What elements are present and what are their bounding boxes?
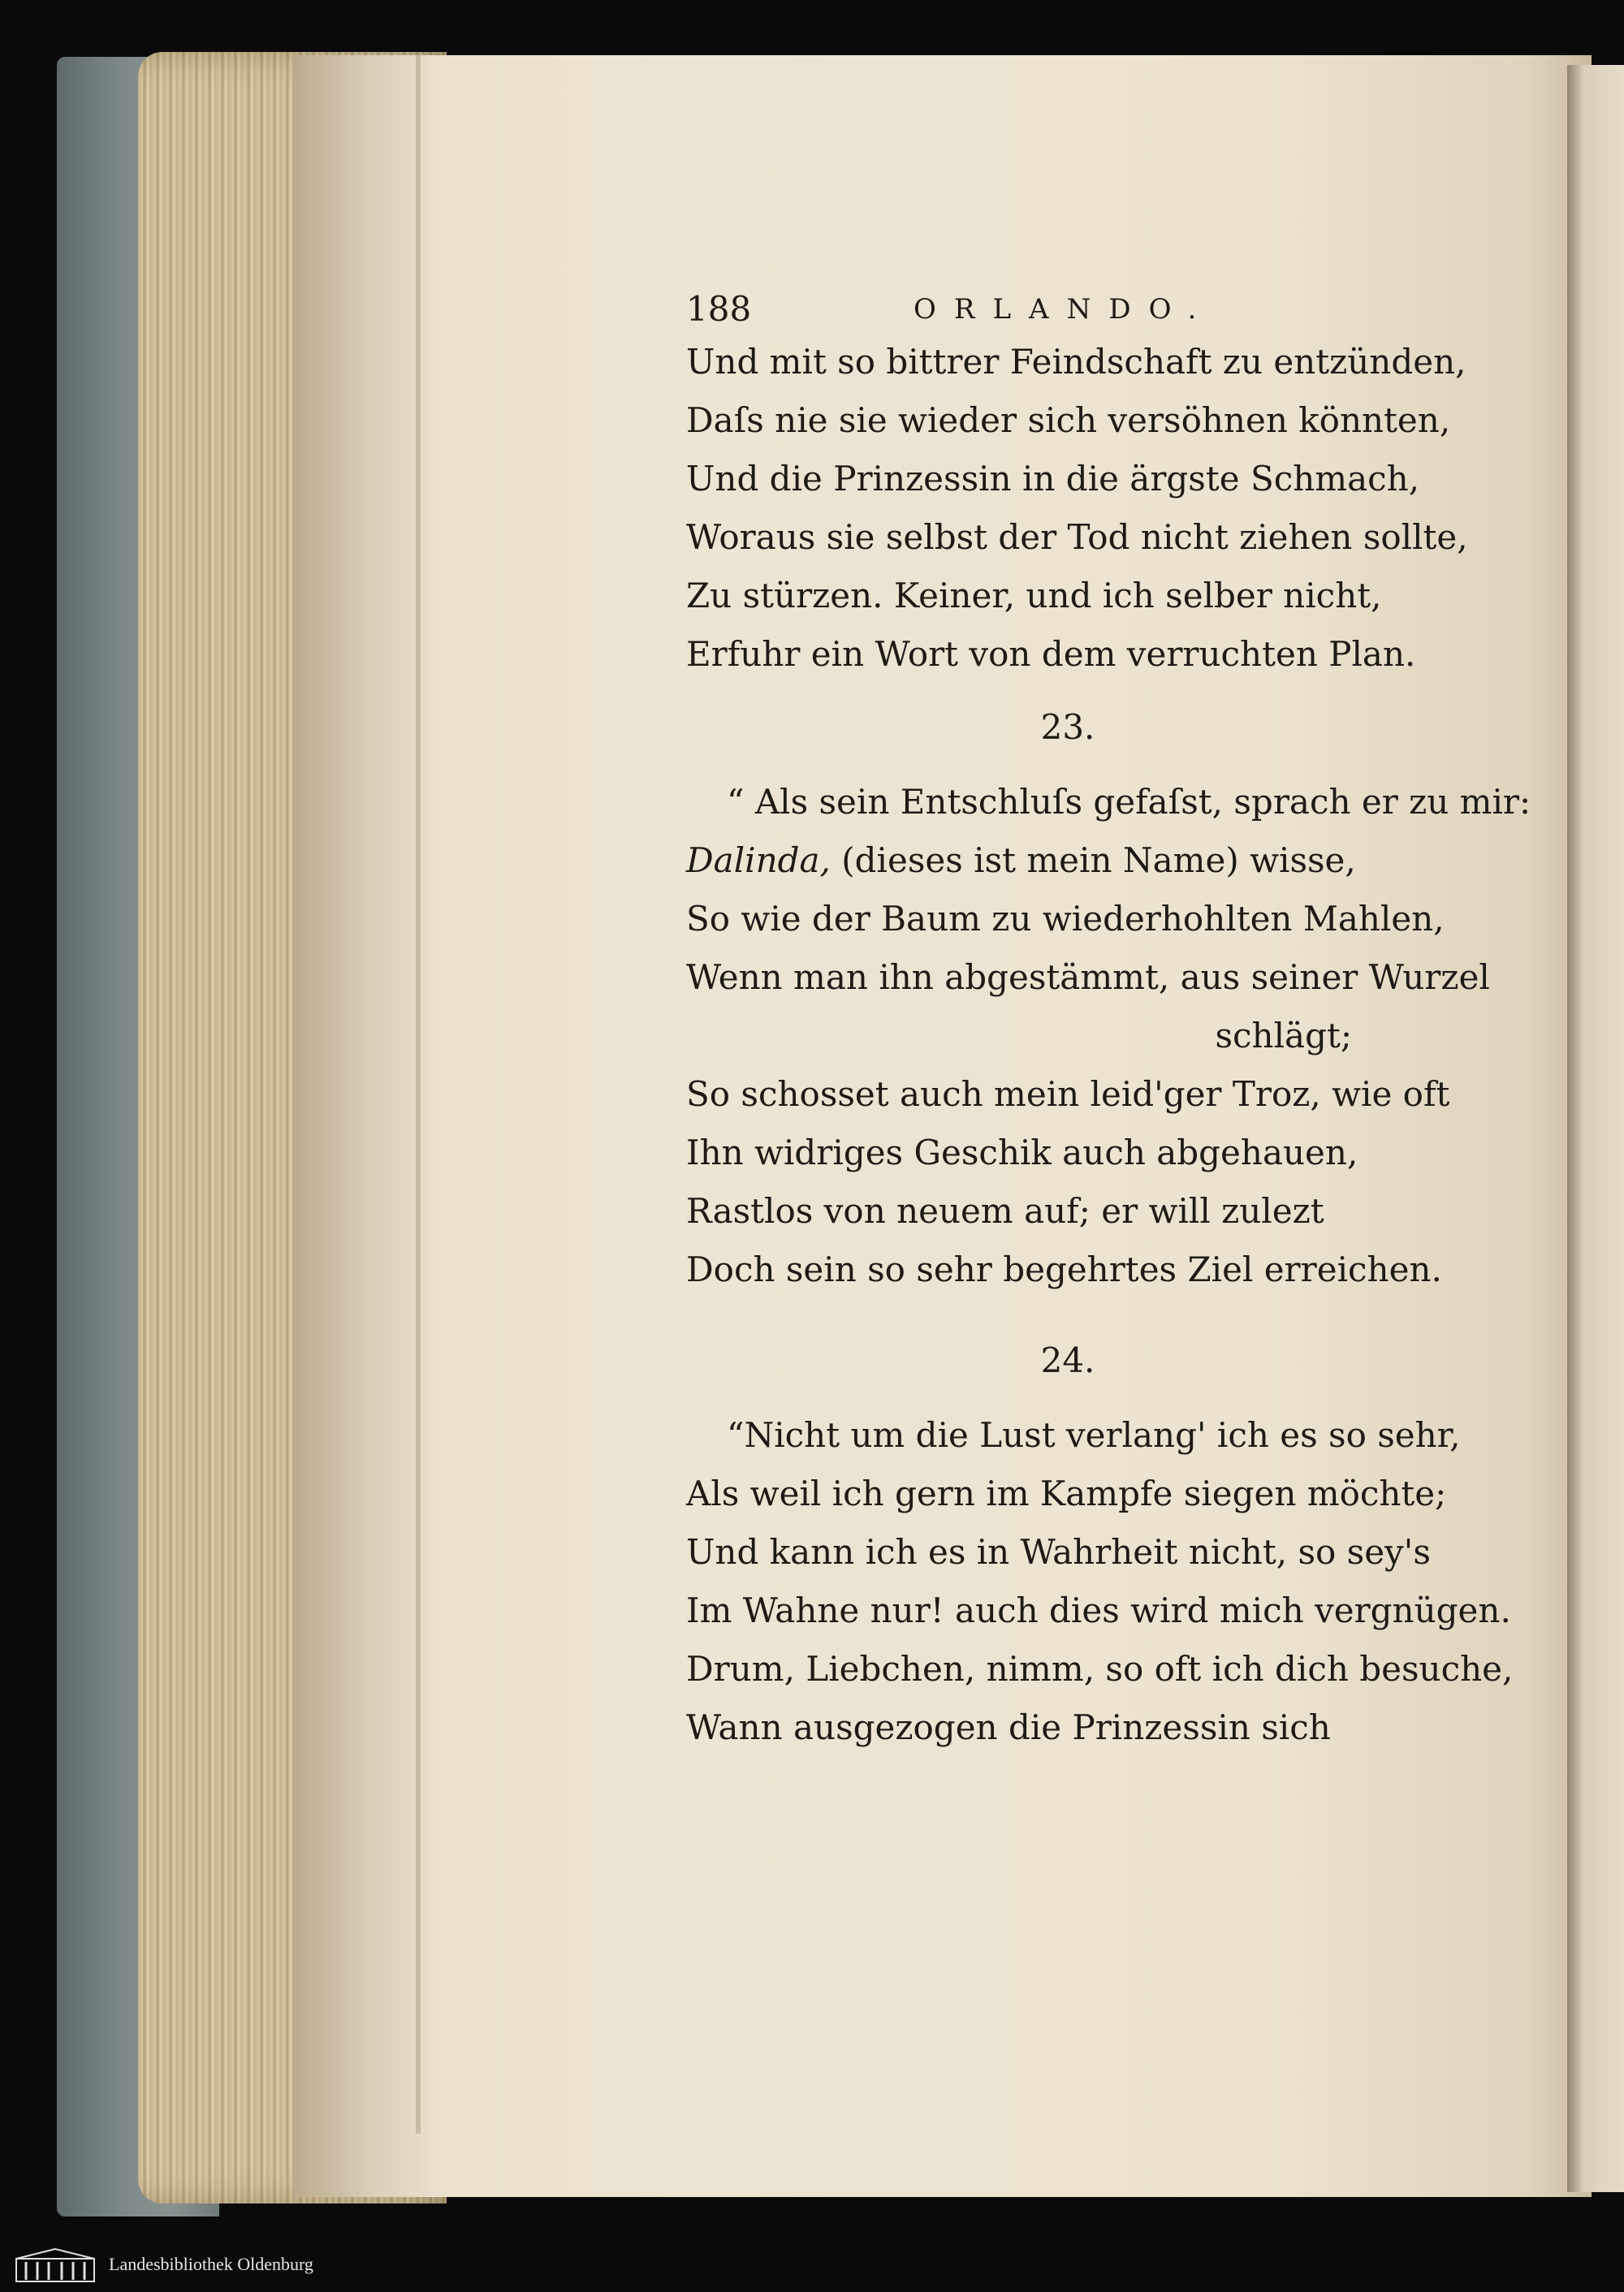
- verse-line: Als weil ich gern im Kampfe siegen möchte;: [686, 1474, 1447, 1513]
- verse-line: Im Wahne nur! auch dies wird mich vergnügen.: [686, 1591, 1511, 1630]
- stanza-number: 23.: [1040, 707, 1095, 747]
- verse-line: Wann ausgezogen die Prinzessin sich: [686, 1707, 1331, 1747]
- verse-line: Doch sein so sehr begehrtes Ziel erreichen.: [686, 1250, 1442, 1289]
- verse-line: Rastlos von neuem auf; er will zulezt: [686, 1191, 1324, 1231]
- verse-line: Wenn man ihn abgestämmt, aus seiner Wurzel: [686, 957, 1490, 997]
- verse-line: [686, 831, 1449, 890]
- verse-line-rest: (dieses ist mein Name) wisse,: [830, 840, 1356, 880]
- verse-line-turnover: schlägt;: [1215, 1016, 1352, 1055]
- verse-line: “ Als sein Entschluſs gefaſst, sprach er zu mir:: [727, 782, 1531, 822]
- verse-line: Und die Prinzessin in die ärgste Schmach,: [686, 459, 1420, 499]
- verse-line: So schosset auch mein leid'ger Troz, wie oft: [686, 1074, 1450, 1114]
- stanza-24: [686, 1406, 1514, 1757]
- verse-line: “Nicht um die Lust verlang' ich es so sehr,: [727, 1415, 1461, 1455]
- page-number: 188: [686, 289, 752, 329]
- library-building-icon: [15, 2247, 96, 2283]
- verse-line: Und kann ich es in Wahrheit nicht, so sey's: [686, 1532, 1431, 1572]
- verse-line: Und mit so bittrer Feindschaft zu entzünden,: [686, 342, 1466, 382]
- footer-bar: [0, 2241, 1624, 2292]
- verse-line: Woraus sie selbst der Tod nicht ziehen sollte,: [686, 517, 1468, 557]
- running-head: [686, 280, 1449, 329]
- library-name: Landesbibliothek Oldenburg: [109, 2254, 313, 2274]
- facing-page-edge: [1567, 65, 1624, 2192]
- verse-line: Daſs nie sie wieder sich versöhnen könnten,: [686, 400, 1451, 440]
- stanza-number: 24.: [1040, 1340, 1095, 1380]
- name-dalinda: Dalinda,: [686, 840, 831, 880]
- verse-line: Drum, Liebchen, nimm, so oft ich dich besuche,: [686, 1649, 1514, 1689]
- verse-line: So wie der Baum zu wiederhohlten Mahlen,: [686, 899, 1445, 939]
- stanza-22-tail: [686, 333, 1468, 684]
- running-title: ORLANDO.: [914, 293, 1215, 326]
- page-text: [686, 280, 1531, 1757]
- verse-line: Erfuhr ein Wort von dem verruchten Plan.: [686, 634, 1416, 674]
- page-fold-line: [416, 55, 421, 2134]
- verse-line: Zu stürzen. Keiner, und ich selber nicht,: [686, 576, 1382, 615]
- stanza-23: [686, 773, 1531, 1299]
- verse-line: Ihn widriges Geschik auch abgehauen,: [686, 1133, 1358, 1172]
